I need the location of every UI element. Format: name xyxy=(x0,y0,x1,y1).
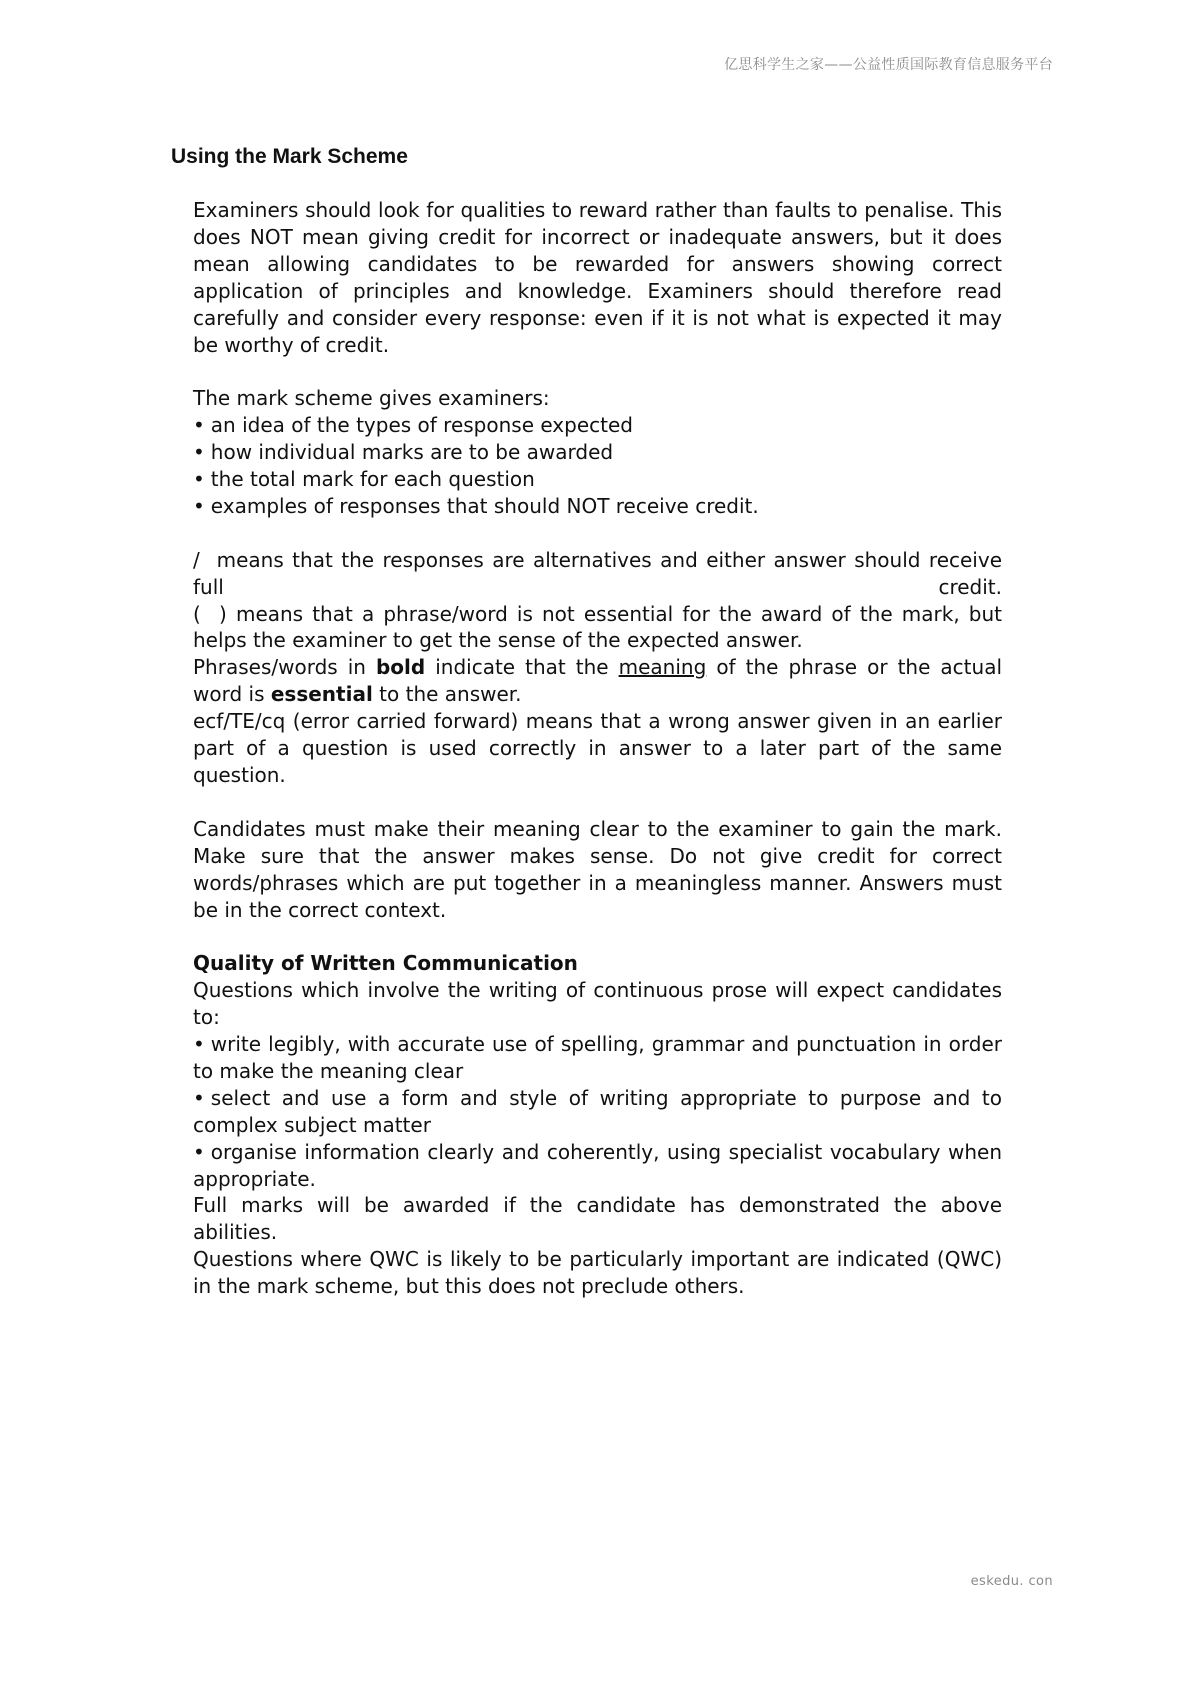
gives-bullet: • examples of responses that should NOT receive credit. xyxy=(193,493,1002,520)
qwc-heading: Quality of Written Communication xyxy=(193,951,578,976)
spacer xyxy=(193,923,1002,950)
convention-slash: / means that the responses are alternatives and either answer should receive full credit. xyxy=(193,547,1009,599)
qwc-full-marks: Full marks will be awarded if the candidate has demonstrated the above abilities. xyxy=(193,1193,1002,1245)
gives-bullet: • how individual marks are to be awarded xyxy=(193,439,1002,466)
underlined-term: meaning xyxy=(618,655,707,680)
meaning-paragraph: Candidates must make their meaning clear to the examiner to gain the mark. Make sure that the answer makes sense. Do not give credit for correct words/phrases which are put together in a meaningless manner. Answers must be in the correct context. xyxy=(193,816,1002,922)
convention-ecf: ecf/TE/cq (error carried forward) means that a wrong answer given in an earlier part of a question is used correctly in answer to a later part of the same question. xyxy=(193,709,1002,787)
document-body xyxy=(193,197,1009,1300)
spacer xyxy=(193,520,1002,547)
spacer xyxy=(193,789,1002,816)
intro-paragraph: Examiners should look for qualities to reward rather than faults to penalise. This does NOT mean giving credit for incorrect or inadequate answers, but it does mean allowing candidates to be rewarded for answers showing correct application of principles and knowledge. Examiners should therefore read carefully and consider every response: even if it is not what is expected it may be worthy of credit. xyxy=(193,198,1002,357)
convention-brackets: ( ) means that a phrase/word is not essential for the award of the mark, but helps the examiner to get the sense of the expected answer. xyxy=(193,601,1009,653)
gives-bullet: • the total mark for each question xyxy=(193,466,1002,493)
qwc-note: Questions where QWC is likely to be particularly important are indicated (QWC) in the mark scheme, but this does not preclude others. xyxy=(193,1247,1002,1299)
convention-bold-text: Phrases/words in xyxy=(193,655,376,680)
spacer xyxy=(193,358,1002,385)
bold-term: bold xyxy=(375,655,426,680)
page-title: Using the Mark Scheme xyxy=(171,145,408,168)
gives-bullet: • an idea of the types of response expected xyxy=(193,412,1002,439)
convention-bold-text: to the answer. xyxy=(372,682,522,707)
qwc-bullet: • organise information clearly and coherently, using specialist vocabulary when appropriate. xyxy=(193,1139,1002,1193)
gives-intro: The mark scheme gives examiners: xyxy=(193,386,550,411)
convention-bold xyxy=(193,654,1002,708)
qwc-intro: Questions which involve the writing of continuous prose will expect candidates to: xyxy=(193,978,1002,1030)
convention-bold-text: of the phrase or the actual word is xyxy=(193,655,1003,707)
header-watermark: 亿思科学生之家——公益性质国际教育信息服务平台 xyxy=(724,57,1053,73)
convention-bold-text: indicate that the xyxy=(425,655,619,680)
qwc-bullet: • select and use a form and style of writing appropriate to purpose and to complex subject matter xyxy=(193,1085,1002,1139)
footer-watermark: eskedu. con xyxy=(970,1574,1053,1589)
qwc-bullet: • write legibly, with accurate use of spelling, grammar and punctuation in order to make the meaning clear xyxy=(193,1031,1002,1085)
essential-term: essential xyxy=(270,682,373,707)
